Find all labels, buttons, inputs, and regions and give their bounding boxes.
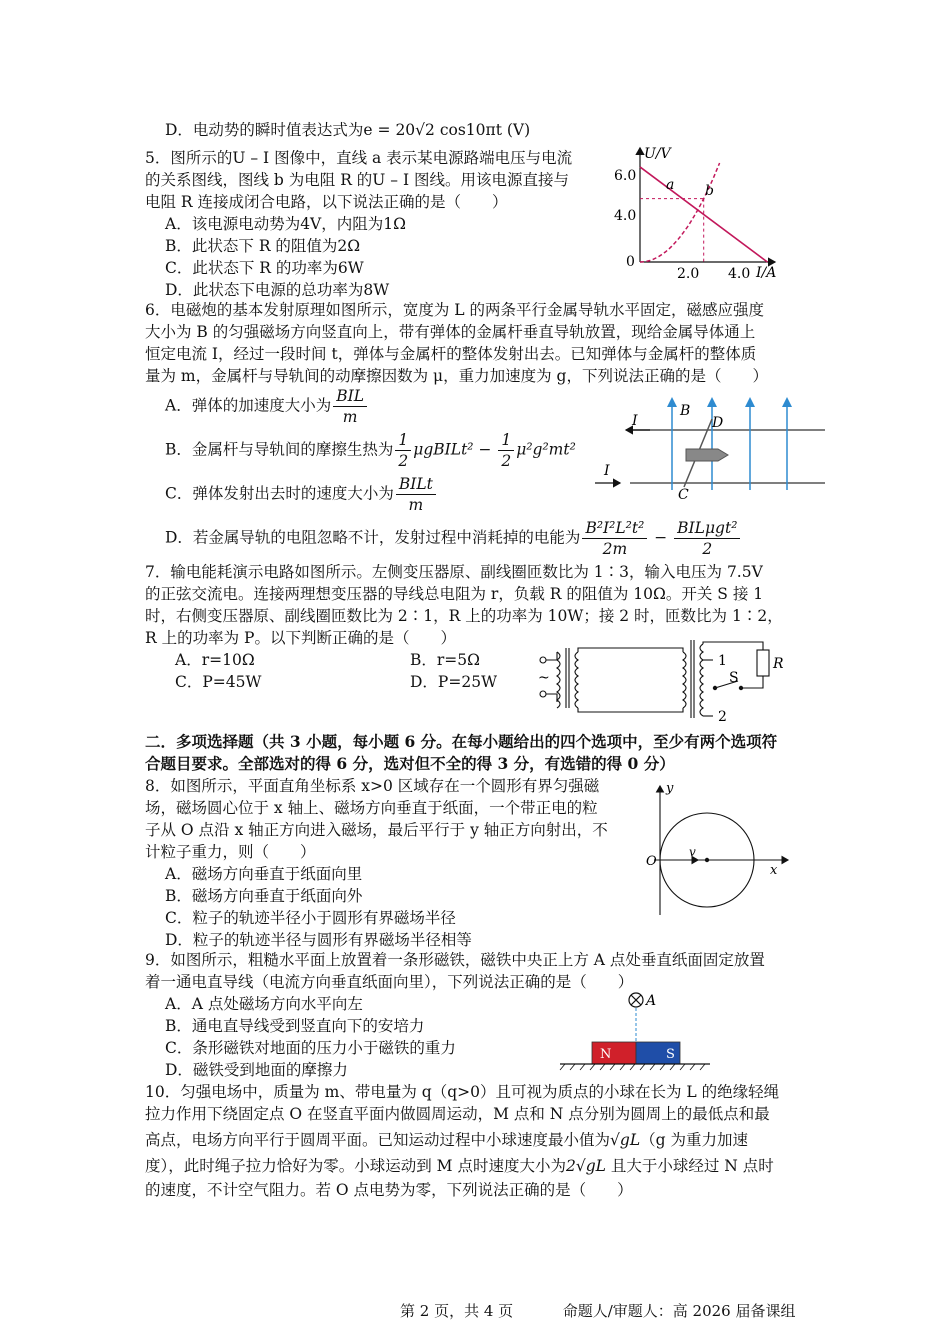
q6-stem-1: 6．电磁炮的基本发射原理如图所示，宽度为 L 的两条平行金属导轨水平固定，磁感应强度 [145,301,765,319]
q7-stem-1: 7．输电能耗演示电路如图所示。左侧变压器原、副线圈匝数比为 1∶3，输入电压为 7.5V [145,563,763,581]
q8-circle-center [705,858,709,862]
q8-label-y: y [666,781,674,796]
q6-option-c: C．弹体发射出去时的速度大小为 $\frac{\text{BILt}}{m}$ [165,474,438,515]
q9-stem-2: 着一通电直导线（电流方向垂直纸面向里），下列说法正确的是（ ） [145,973,634,991]
q9-label-s: S [666,1047,675,1062]
q6-projectile [686,449,728,461]
author-credit: 命题人/审题人：高 2026 届备课组 [562,1302,796,1320]
q6-label-b: B [680,403,691,419]
q6-stem-4: 量为 m，金属杆与导轨间的动摩擦因数为 μ，重力加速度为 g，下列说法正确的是（ ） [145,367,768,385]
q8-magnetic-field-figure [640,780,800,920]
q10-line-3: 高点，电场方向平行于圆周平面。已知运动过程中小球速度最小值为√gL（g 为重力加速 [145,1131,748,1149]
q5-stem-2: 的关系图线，图线 b 为电阻 R 的U – I 图线。用该电源直接与 [145,171,570,189]
q8-label-x: x [770,863,778,878]
q5-label-a: a [666,177,675,193]
q7-option-c: C．P=45W [175,673,262,691]
q7-stem-2: 的正弦交流电。连接两理想变压器的导线总电阻为 r，负载 R 的阻值为 10Ω。开关 S 接 1 [145,585,764,603]
q7-contact-1: 1 [718,653,727,669]
q6-option-b: B．金属杆与导轨间的摩擦生热为 $\frac{1}{2}$ μgBILt² − $\frac{1}{2}$ μ²g²mt² [165,431,576,470]
q5-ylabel: U/V [644,146,671,162]
q8-stem-1: 8．如图所示，平面直角坐标系 x>0 区域存在一个圆形有界匀强磁 [145,777,600,795]
q10-line-2: 拉力作用下绕固定点 O 在竖直平面内做圆周运动，M 点和 N 点分别为圆周上的最低点和最 [145,1105,770,1123]
q5-xtick-2: 2.0 [677,266,700,282]
q9-label-a: A [646,993,657,1009]
q4-option-d: D．电动势的瞬时值表达式为e = 20√2 cos10πt (V) [165,121,531,139]
q10-line-5: 的速度，不计空气阻力。若 O 点电势为零，下列说法正确的是（ ） [145,1181,633,1199]
q7-label-s: S [729,670,739,686]
q9-option-c: C．条形磁铁对地面的压力小于磁铁的重力 [165,1039,456,1057]
q5-ytick-4: 4.0 [614,208,637,224]
q7-option-b: B．r=5Ω [410,651,480,669]
q5-ui-graph [610,140,790,280]
q8-option-d: D．粒子的轨迹半径与圆形有界磁场半径相等 [165,931,472,949]
q5-xtick-4: 4.0 [728,266,751,282]
q9-option-a: A．A 点处磁场方向水平向左 [165,995,363,1013]
q9-magnet-n-pole [592,1042,636,1064]
q9-stem-1: 9．如图所示，粗糙水平面上放置着一条形磁铁，磁铁中央正上方 A 点处垂直纸面固定放置 [145,951,765,969]
q7-contact-2: 2 [718,709,727,725]
q7-ac-symbol: ~ [538,670,550,686]
q6-label-c: C [678,487,689,503]
q10-line-4: 度），此时绳子拉力恰好为零。小球运动到 M 点时速度大小为2√gL 且大于小球经过 N 点时 [145,1157,774,1175]
q5-origin: 0 [626,254,635,270]
q5-option-d: D．此状态下电源的总功率为8W [165,281,390,299]
q8-stem-4: 计粒子重力，则（ ） [145,843,316,861]
q5-series-b-curve [640,163,720,262]
q8-option-c: C．粒子的轨迹半径小于圆形有界磁场半径 [165,909,456,927]
q5-ytick-6: 6.0 [614,168,637,184]
q5-option-b: B．此状态下 R 的阻值为2Ω [165,237,361,255]
q6-label-d: D [712,415,724,431]
q6-option-a: A．弹体的加速度大小为 $\frac{\text{BIL}}{m}$ [165,386,369,427]
q5-stem-1: 5．图所示的U – I 图像中，直线 a 表示某电源路端电压与电流 [145,149,573,167]
q8-option-b: B．磁场方向垂直于纸面向外 [165,887,363,905]
q6-stem-3: 恒定电流 I，经过一段时间 t，弹体与金属杆的整体发射出去。已知弹体与金属杆的整体质 [145,345,757,363]
q6-label-i-top: I [632,413,638,429]
q7-stem-3: 时，右侧变压器原、副线圈匝数比为 2∶1，R 上的功率为 10W；接 2 时，匝数比为 1∶2， [145,607,783,625]
q8-option-a: A．磁场方向垂直于纸面向里 [165,865,363,883]
page-footer [400,1300,796,1321]
q9-ground-hatch [560,1064,705,1070]
q7-circuit-figure [535,638,795,723]
q8-label-o: O [646,854,657,869]
q9-label-n: N [600,1047,612,1062]
q10-line-1: 10．匀强电场中，质量为 m、带电量为 q（q>0）且可视为质点的小球在长为 L 的绝缘轻绳 [145,1083,780,1101]
q5-xlabel: I/A [756,265,777,281]
q7-stem-4: R 上的功率为 P。以下判断正确的是（ ） [145,629,456,647]
q5-option-c: C．此状态下 R 的功率为6W [165,259,364,277]
q8-label-v: v [689,845,696,859]
section2-heading-2: 合题目要求。全部选对的得 6 分，选对但不全的得 3 分，有选错的得 0 分） [145,754,675,773]
q5-label-b: b [705,183,714,199]
q6-stem-2: 大小为 B 的匀强磁场方向竖直向上，带有弹体的金属杆垂直导轨放置，现给金属导体通上 [145,323,756,341]
q6-railgun-figure [590,395,830,505]
q7-option-a: A．r=10Ω [175,651,255,669]
q9-magnet-figure [560,990,720,1070]
q7-option-d: D．P=25W [410,673,497,691]
q9-option-b: B．通电直导线受到竖直向下的安培力 [165,1017,425,1035]
q6-option-d: D．若金属导轨的电阻忽略不计，发射过程中消耗掉的电能为 $\frac{\text{B²I²L²t²}}{2m}$ − $\frac{\text{BILμgt²}}{2}$ [165,518,742,559]
q6-label-i-bottom: I [604,463,610,479]
q5-option-a: A．该电源电动势为4V，内阻为1Ω [165,215,406,233]
q7-label-r: R [773,656,784,672]
q5-stem-3: 电阻 R 连接成闭合电路，以下说法正确的是（ ） [145,193,508,211]
q9-option-d: D．磁铁受到地面的摩擦力 [165,1061,348,1079]
q8-stem-3: 子从 O 点沿 x 轴正方向进入磁场，最后平行于 y 轴正方向射出，不 [145,821,608,839]
section2-heading-1: 二．多项选择题（共 3 小题，每小题 6 分。在每小题给出的四个选项中，至少有两个选项符 [145,732,778,751]
page-number: 第 2 页，共 4 页 [400,1302,514,1320]
q8-stem-2: 场，磁场圆心位于 x 轴上、磁场方向垂直于纸面，一个带正电的粒 [145,799,598,817]
